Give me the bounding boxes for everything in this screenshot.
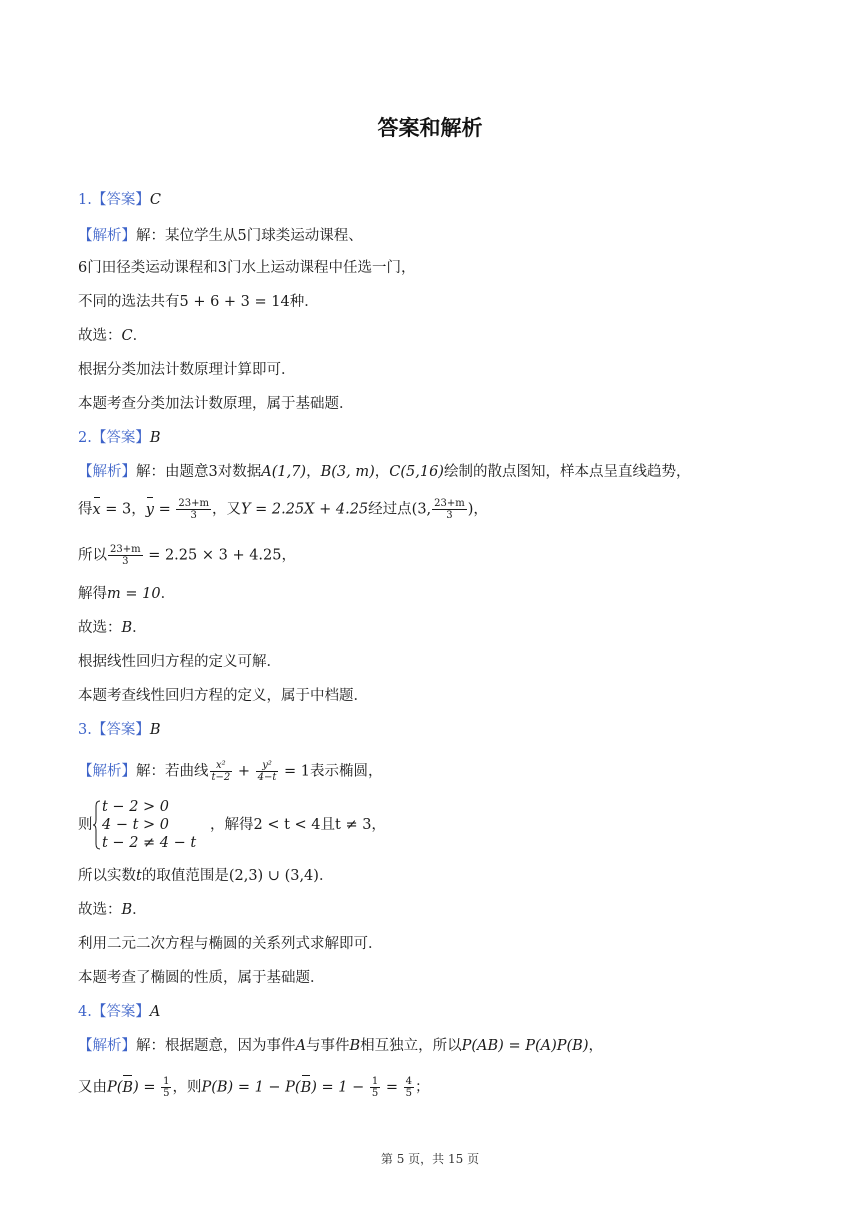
analysis-label: 【解析】 [78, 1038, 136, 1054]
fraction: $\frac{\text{y²}}{4-t}$ [257, 760, 277, 783]
analysis-label: 【解析】 [78, 763, 136, 780]
fraction: $\frac{4}{5}$ [405, 1076, 412, 1099]
q4-analysis-line-1: 【解析】解：根据题意，因为事件A与事件B相互独立，所以P(AB) = P(A)P(B)， [78, 1038, 603, 1054]
fraction: $\frac{1}{5}$ [163, 1076, 170, 1099]
left-brace-icon [93, 800, 101, 850]
q3-analysis-line-1: 【解析】解：若曲线 $\frac{\text{x²}}{t-2}$ + $\frac{\text{y²}}{4-t}$ = 1表示椭圆， [78, 760, 383, 783]
q2-analysis-line-4: 解得m = 10． [78, 586, 176, 602]
answer-label: 4.【答案】 [78, 1004, 150, 1020]
fraction: $\frac{23+m}{3}$ [110, 544, 141, 567]
q1-answer [78, 190, 161, 210]
q4-analysis-line-2: 又由P(B) = $\frac{1}{5}$ ，则P(B) = 1 − P(B) = 1 − $\frac{1}{5}$ = $\frac{4}{5}$ ； [78, 1076, 430, 1099]
document-page: 答案和解析 1.【答案】C 【解析】解：某位学生从5门球类运动课程、 6门田径类运动课程和3门水上运动课程中任选一门， 不同的选法共有5 + 6 + 3 = 14种． 故选：C． 根据分类加法计数原理计算即可． 本题考查分类加法计数原理，属于基础题． 2.【答案】B 【解析】解：由题意3对数据A(1,7)，B(3, m)，C(5,16)绘制的散点图知，样本点呈直线趋势， 得x = 3，y = $\frac{23+m}{3}$ ，又Y = 2.25X + 4.25经过点(3, $\frac{23+m}{3}$ )， 所以 $\frac{23+m}{3}$ = 2.25 × 3 + 4.25， 解得m = 10． 故选：B． 根据线性回归方程的定义可解． 本题考查线性回归方程的定义，属于中档题． 3.【答案】B 【解析】解：若曲线 $\frac{\text{x²}}{t-2}$ + $\frac{\text{y²}}{4-t}$ = 1表示椭圆， 则 t − 2 > 0 4 − t > 0 t − 2 ≠ 4 − t ，解得2 < t < 4且t ≠ 3， 所以实数t的取值范围是(2,3) ∪ (3,4)． 故选：B． 利用二元二次方程与椭圆的关系列式求解即可． 本题考查了椭圆的性质，属于基础题． 4.【答案】A 【解析】解：根据题意，因为事件A与事件B相互独立，所以P(AB) = P(A)P(B)， 又由P(B) = $\frac{1}{5}$ ，则P(B) = 1 − P(B) = 1 − $\frac{1}{5}$ = $\frac{4}{5}$ ； 第 5 页，共 15 页 [0, 0, 860, 1216]
answer-value: C [149, 192, 161, 208]
q1-method: 根据分类加法计数原理计算即可． [78, 362, 296, 378]
q4-answer [78, 1002, 160, 1022]
q2-choice: 故选：B． [78, 620, 147, 636]
analysis-label: 【解析】 [78, 228, 136, 244]
fraction: $\frac{23+m}{3}$ [434, 498, 465, 521]
q3-choice: 故选：B． [78, 902, 147, 918]
q1-comment: 本题考查分类加法计数原理，属于基础题． [78, 396, 354, 412]
q2-answer [78, 428, 161, 448]
q1-analysis-line-1: 【解析】解：某位学生从5门球类运动课程、 [78, 228, 363, 244]
answer-value: A [149, 1004, 161, 1020]
q2-analysis-line-2: 得x = 3，y = $\frac{23+m}{3}$ ，又Y = 2.25X + 4.25经过点(3, $\frac{23+m}{3}$ )， [78, 498, 488, 521]
page-title: 答案和解析 [377, 116, 483, 140]
q3-analysis-line-3: 所以实数t的取值范围是(2,3) ∪ (3,4)． [78, 868, 334, 884]
q2-comment: 本题考查线性回归方程的定义，属于中档题． [78, 688, 368, 704]
fraction: $\frac{1}{5}$ [371, 1076, 379, 1099]
q2-analysis-line-1: 【解析】解：由题意3对数据A(1,7)，B(3, m)，C(5,16)绘制的散点图知，样本点呈直线趋势， [78, 464, 691, 480]
q2-method: 根据线性回归方程的定义可解． [78, 654, 281, 670]
fraction: $\frac{23+m}{3}$ [178, 498, 209, 521]
fraction: $\frac{\text{x²}}{t-2}$ [211, 760, 231, 783]
q2-analysis-line-3: 所以 $\frac{23+m}{3}$ = 2.25 × 3 + 4.25， [78, 544, 296, 567]
answer-label: 1.【答案】 [78, 192, 150, 208]
q1-analysis-line-3: 不同的选法共有5 + 6 + 3 = 14种． [78, 294, 319, 310]
answer-value: B [149, 722, 161, 738]
answer-label: 2.【答案】 [78, 430, 150, 446]
q3-method: 利用二元二次方程与椭圆的关系列式求解即可． [78, 936, 383, 952]
system-rows: t − 2 > 0 4 − t > 0 t − 2 ≠ 4 − t [102, 799, 197, 851]
answer-value: B [149, 430, 161, 446]
q1-choice: 故选：C． [78, 328, 148, 344]
q3-answer [78, 720, 161, 740]
answer-label: 3.【答案】 [78, 722, 150, 738]
q3-comment: 本题考查了椭圆的性质，属于基础题． [78, 970, 325, 986]
page-footer: 第 5 页，共 15 页 [380, 1152, 480, 1166]
analysis-label: 【解析】 [78, 464, 136, 480]
q1-analysis-line-2: 6门田径类运动课程和3门水上运动课程中任选一门， [78, 260, 416, 276]
